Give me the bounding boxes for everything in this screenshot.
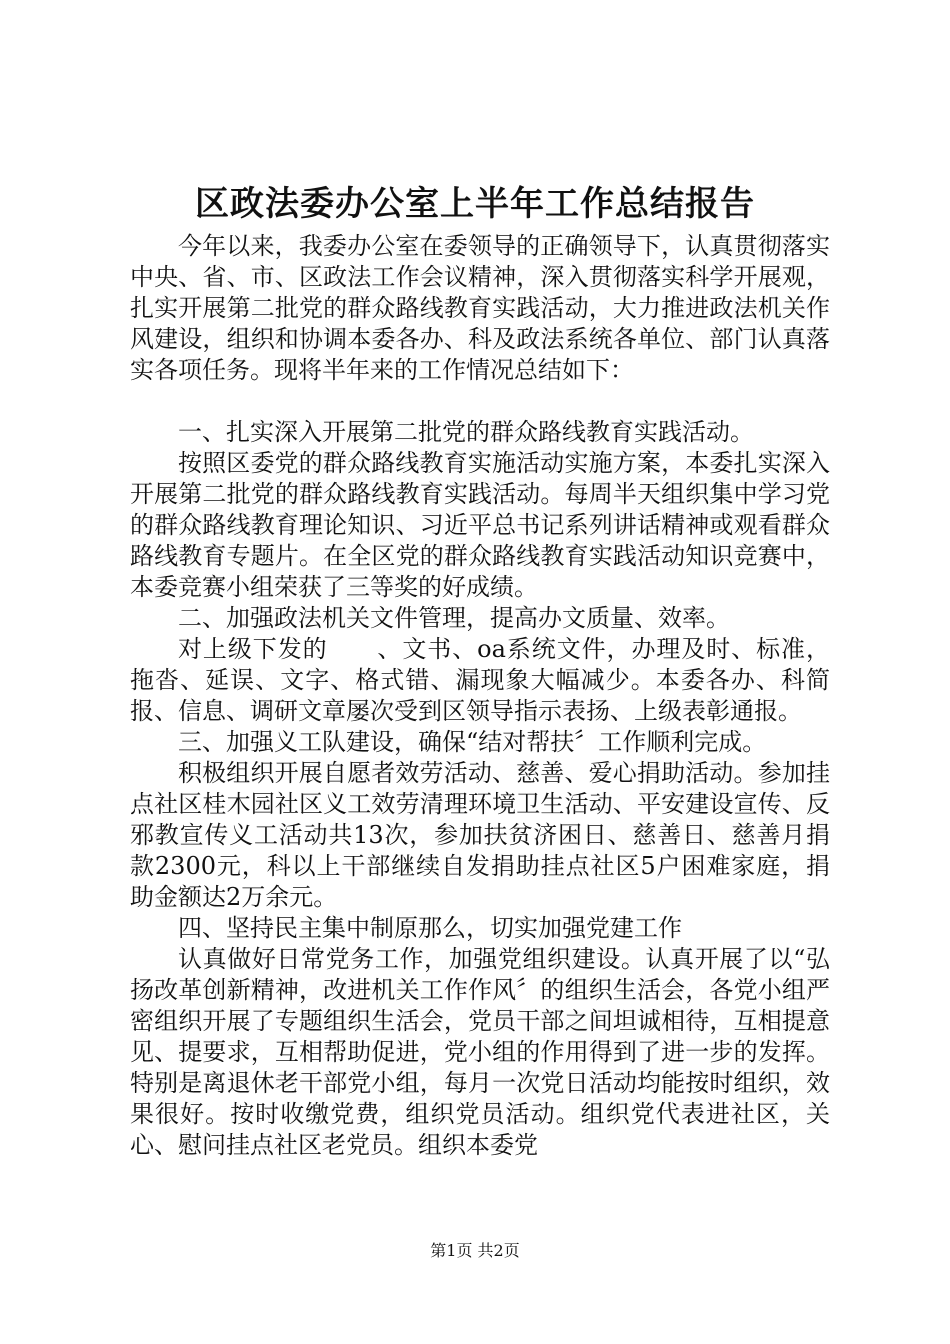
section-paragraph-2: 对上级下发的 、文书、oa系统文件，办理及时、标准，拖沓、延误、文字、格式错、漏现象大幅减少。本委各办、科简报、信息、调研文章屡次受到区领导指示表扬、上级表彰通报。 <box>130 635 830 725</box>
section-heading-4: 四、坚持民主集中制原那么，切实加强党建工作 <box>178 914 682 942</box>
section-heading-3: 三、加强义工队建设，确保“结对帮扶〞工作顺利完成。 <box>178 728 767 756</box>
document-body <box>130 231 830 1161</box>
section-paragraph-4: 认真做好日常党务工作，加强党组织建设。认真开展了以“弘扬改革创新精神，改进机关工作作风〞的组织生活会，各党小组严密组织开展了专题组织生活会，党员干部之间坦诚相待，互相提意见、提要求，互相帮助促进，党小组的作用得到了进一步的发挥。特别是离退休老干部党小组，每月一次党日活动均能按时组织，效果很好。按时收缴党费，组织党员活动。组织党代表进社区，关心、慰问挂点社区老党员。组织本委党 <box>130 945 830 1159</box>
intro-paragraph: 今年以来，我委办公室在委领导的正确领导下，认真贯彻落实中央、省、市、区政法工作会议精神，深入贯彻落实科学开展观，扎实开展第二批党的群众路线教育实践活动，大力推进政法机关作风建设，组织和协调本委各办、科及政法系统各单位、部门认真落实各项任务。现将半年来的工作情况总结如下： <box>130 232 830 384</box>
document-title: 区政法委办公室上半年工作总结报告 <box>195 184 755 224</box>
section-heading-1: 一、扎实深入开展第二批党的群众路线教育实践活动。 <box>178 418 754 446</box>
section-heading-2: 二、加强政法机关文件管理，提高办文质量、效率。 <box>178 604 730 632</box>
section-paragraph-3: 积极组织开展自愿者效劳活动、慈善、爱心捐助活动。参加挂点社区桂木园社区义工效劳清理环境卫生活动、平安建设宣传、反邪教宣传义工活动共13次，参加扶贫济困日、慈善日、慈善月捐款2300元，科以上干部继续自发捐助挂点社区5户困难家庭，捐助金额达2万余元。 <box>130 759 830 911</box>
page-number-footer: 第1页 共2页 <box>430 1241 520 1260</box>
section-paragraph-1: 按照区委党的群众路线教育实施活动实施方案，本委扎实深入开展第二批党的群众路线教育实践活动。每周半天组织集中学习党的群众路线教育理论知识、习近平总书记系列讲话精神或观看群众路线教育专题片。在全区党的群众路线教育实践活动知识竞赛中，本委竞赛小组荣获了三等奖的好成绩。 <box>130 449 830 601</box>
